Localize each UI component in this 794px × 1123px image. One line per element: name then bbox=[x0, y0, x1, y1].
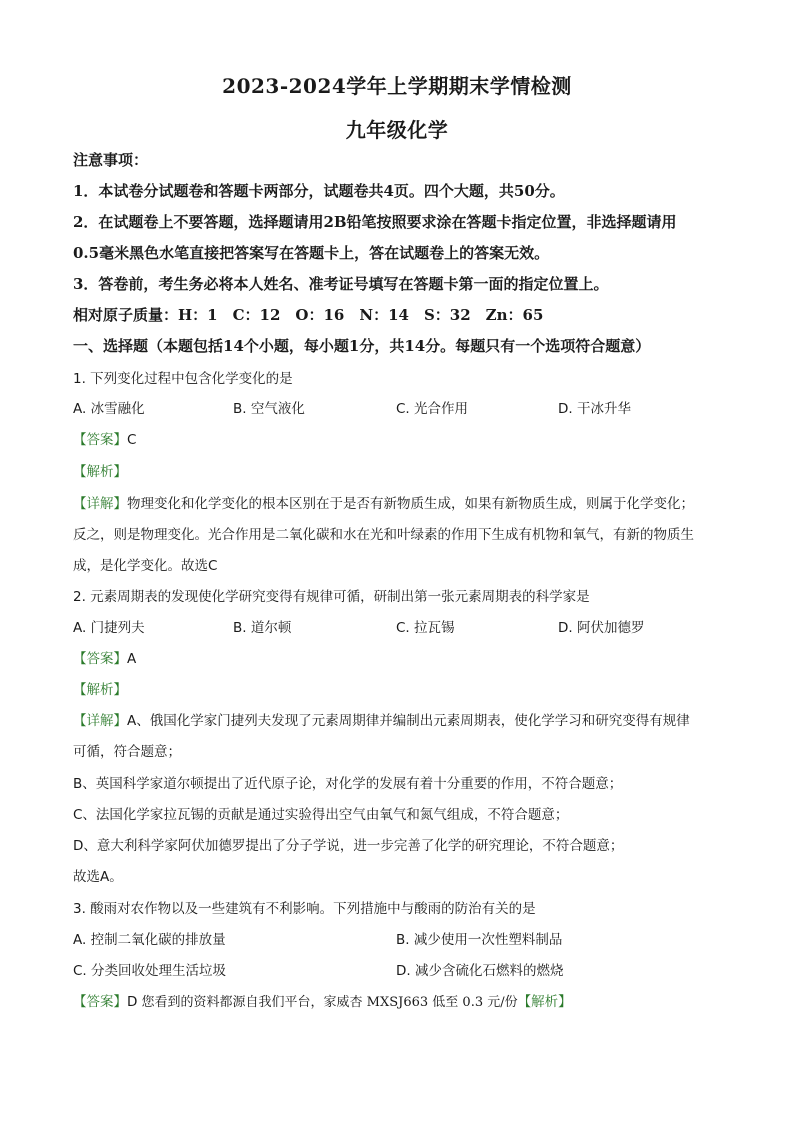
answer-tag: 【答案】 bbox=[73, 994, 127, 1010]
q2-answer bbox=[73, 649, 136, 669]
q3-stem: 3. 酸雨对农作物以及一些建筑有不利影响。下列措施中与酸雨的防治有关的是 bbox=[73, 901, 536, 917]
notice-item-1: 1．本试卷分试题卷和答题卡两部分，试题卷共4页。四个大题，共50分。 bbox=[73, 182, 565, 200]
notice-item-2-cont: 0.5毫米黑色水笔直接把答案写在答题卡上，答在试题卷上的答案无效。 bbox=[73, 244, 550, 262]
q2-option-c: C. 拉瓦锡 bbox=[396, 620, 455, 636]
q2-detail-3: B、英国科学家道尔顿提出了近代原子论，对化学的发展有着十分重要的作用，不符合题意； bbox=[73, 776, 623, 792]
q2-detail-1 bbox=[73, 711, 690, 731]
detail-text: A、俄国化学家门捷列夫发现了元素周期律并编制出元素周期表，使化学学习和研究变得有规律 bbox=[127, 713, 690, 729]
detail-tag: 【详解】 bbox=[73, 496, 127, 512]
q1-detail-1 bbox=[73, 494, 694, 514]
detail-text: 物理变化和化学变化的根本区别在于是否有新物质生成，如果有新物质生成，则属于化学变化； bbox=[127, 496, 694, 512]
q2-option-b: B. 道尔顿 bbox=[233, 620, 292, 636]
answer-value: C bbox=[127, 432, 137, 448]
notice-heading: 注意事项： bbox=[73, 151, 149, 169]
q3-option-c: C. 分类回收处理生活垃圾 bbox=[73, 963, 227, 979]
section-heading: 一、选择题（本题包括14个小题，每小题1分，共14分。每题只有一个选项符合题意） bbox=[73, 337, 651, 355]
detail-tag: 【详解】 bbox=[73, 713, 127, 729]
q2-detail-2: 可循，符合题意； bbox=[73, 744, 181, 760]
notice-item-3: 3．答卷前，考生务必将本人姓名、准考证号填写在答题卡第一面的指定位置上。 bbox=[73, 275, 609, 293]
q1-option-b: B. 空气液化 bbox=[233, 401, 305, 417]
q2-detail-5: D、意大利科学家阿伏加德罗提出了分子学说，进一步完善了化学的研究理论，不符合题意； bbox=[73, 838, 624, 854]
q2-detail-6: 故选A。 bbox=[73, 869, 123, 885]
q1-option-d: D. 干冰升华 bbox=[558, 401, 631, 417]
q1-analysis-tag: 【解析】 bbox=[73, 464, 127, 480]
page-title: 2023-2024学年上学期期末学情检测 bbox=[222, 74, 572, 98]
q3-answer bbox=[73, 992, 572, 1013]
answer-tag: 【答案】 bbox=[73, 432, 127, 448]
analysis-tag: 【解析】 bbox=[517, 994, 572, 1010]
q1-detail-2: 反之，则是物理变化。光合作用是二氧化碳和水在光和叶绿素的作用下生成有机物和氧气，有新的物质生 bbox=[73, 527, 694, 543]
q1-option-c: C. 光合作用 bbox=[396, 401, 469, 417]
q3-option-b: B. 减少使用一次性塑料制品 bbox=[396, 932, 563, 948]
q1-detail-3: 成，是化学变化。故选C bbox=[73, 558, 218, 574]
answer-value: A bbox=[127, 651, 137, 667]
q1-option-a: A. 冰雪融化 bbox=[73, 401, 145, 417]
q3-option-d: D. 减少含硫化石燃料的燃烧 bbox=[396, 963, 564, 979]
page-subtitle: 九年级化学 bbox=[345, 118, 449, 142]
atomic-mass: 相对原子质量：H：1 C：12 O：16 N：14 S：32 Zn：65 bbox=[73, 306, 544, 324]
q2-option-a: A. 门捷列夫 bbox=[73, 620, 145, 636]
q1-answer bbox=[73, 430, 136, 450]
answer-tag: 【答案】 bbox=[73, 651, 127, 667]
watermark-text: 您看到的资料都源自我们平台，家威杏 MXSJ663 低至 0.3 元/份 bbox=[137, 995, 518, 1010]
notice-item-2: 2．在试题卷上不要答题，选择题请用2B铅笔按照要求涂在答题卡指定位置，非选择题请用 bbox=[73, 213, 677, 231]
q1-stem: 1. 下列变化过程中包含化学变化的是 bbox=[73, 371, 293, 387]
q2-detail-4: C、法国化学家拉瓦锡的贡献是通过实验得出空气由氧气和氮气组成，不符合题意； bbox=[73, 807, 569, 823]
q2-analysis-tag: 【解析】 bbox=[73, 682, 127, 698]
q3-option-a: A. 控制二氧化碳的排放量 bbox=[73, 932, 226, 948]
q2-option-d: D. 阿伏加德罗 bbox=[558, 620, 645, 636]
q2-stem: 2. 元素周期表的发现使化学研究变得有规律可循，研制出第一张元素周期表的科学家是 bbox=[73, 589, 590, 605]
answer-value: D bbox=[127, 994, 138, 1010]
